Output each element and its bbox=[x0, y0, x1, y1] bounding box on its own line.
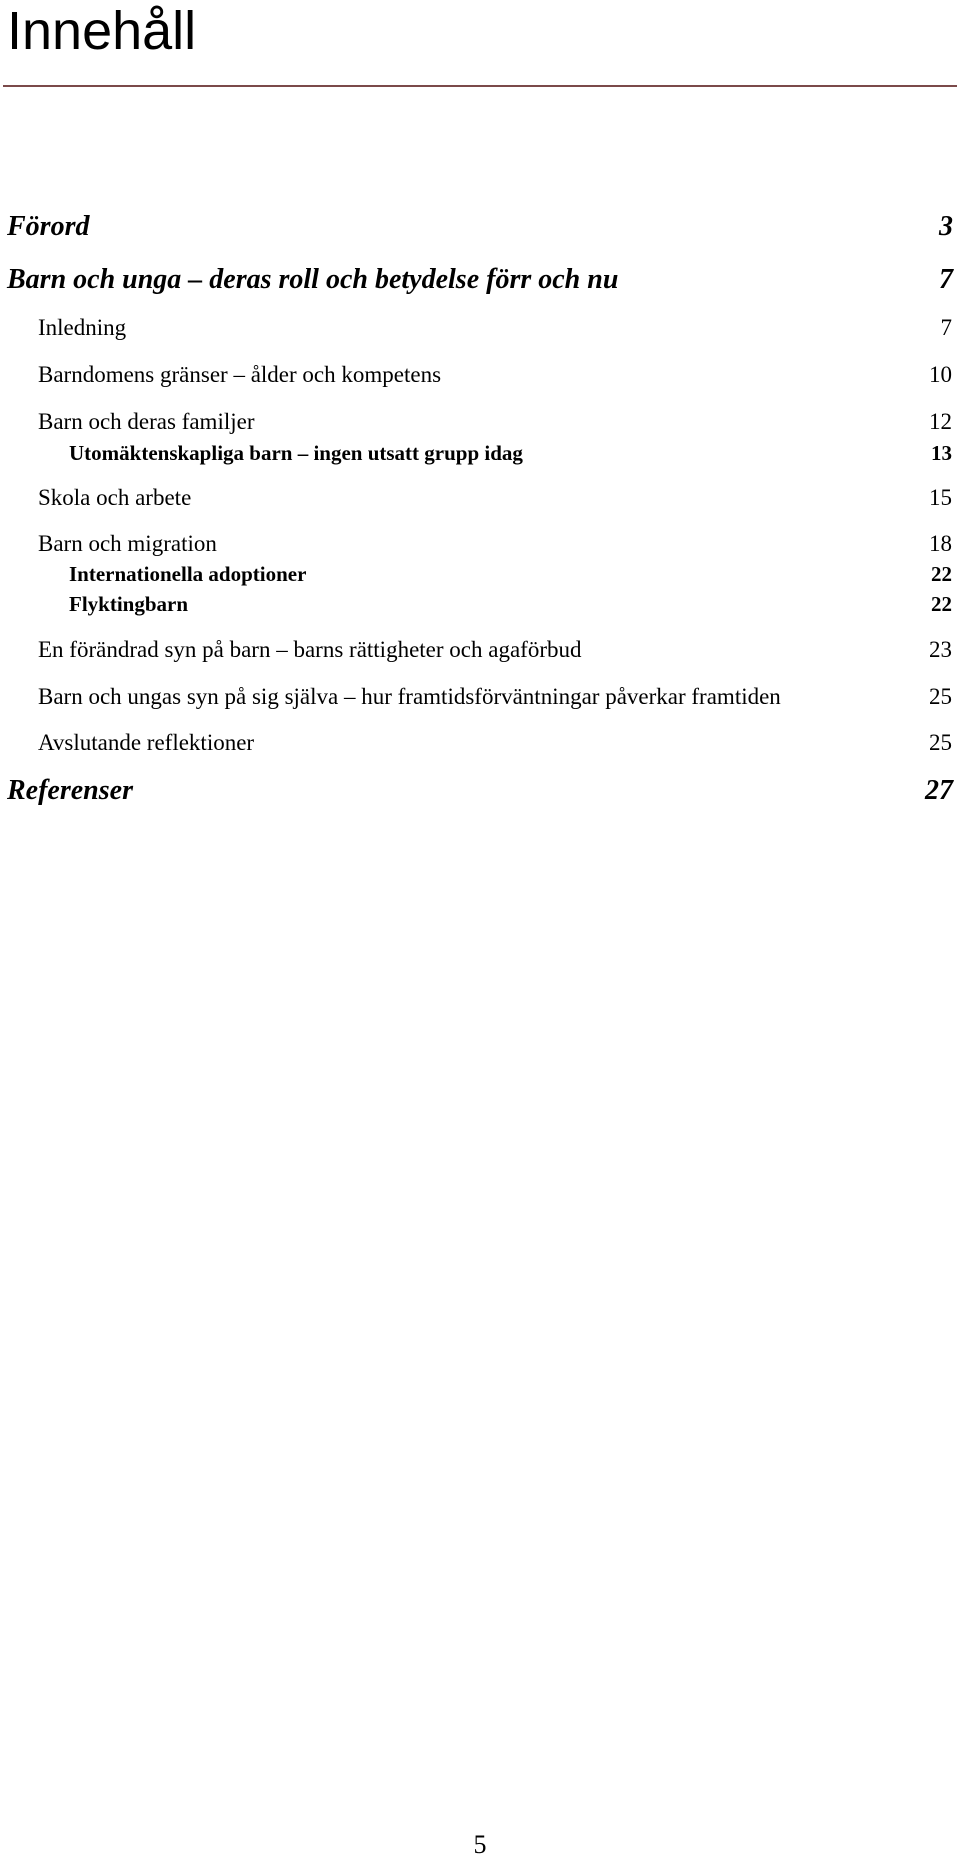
toc-entry-skola-och-arbete[interactable] bbox=[0, 484, 960, 512]
toc-entry-label: Barn och unga – deras roll och betydelse förr och nu bbox=[7, 264, 619, 295]
toc-entry-referenser[interactable] bbox=[0, 774, 960, 808]
toc-entry-label: Barn och migration bbox=[38, 531, 217, 556]
toc-entry-label: Förord bbox=[7, 211, 90, 242]
page-number: 5 bbox=[473, 1830, 487, 1859]
toc-entry-label: Flyktingbarn bbox=[69, 592, 189, 616]
toc-entry-page: 13 bbox=[931, 441, 952, 465]
toc-entry-barn-och-ungas-syn[interactable] bbox=[0, 683, 960, 711]
toc-entry-page: 18 bbox=[929, 531, 952, 556]
toc-entry-label: Barndomens gränser – ålder och kompetens bbox=[38, 362, 442, 387]
toc-entry-forandrad-syn[interactable] bbox=[0, 636, 960, 664]
toc-entry-page: 7 bbox=[940, 315, 952, 340]
toc-entry-label: Skola och arbete bbox=[38, 485, 192, 510]
toc-entry-page: 23 bbox=[929, 637, 952, 662]
toc-entry-internationella-adoptioner[interactable] bbox=[0, 561, 960, 587]
toc-entry-label: Inledning bbox=[38, 315, 127, 340]
toc-entry-label: Barn och ungas syn på sig själva – hur framtidsförväntningar påverkar framtiden bbox=[38, 684, 781, 709]
toc-entry-label: Utomäktenskapliga barn – ingen utsatt grupp idag bbox=[69, 441, 523, 465]
toc-entry-barndomens-granser[interactable] bbox=[0, 361, 960, 389]
toc-entry-page: 25 bbox=[929, 730, 952, 755]
toc-entry-page: 12 bbox=[929, 409, 952, 434]
toc-entry-label: Referenser bbox=[7, 775, 133, 806]
toc-entry-barn-och-migration[interactable] bbox=[0, 530, 960, 558]
toc-entry-page: 15 bbox=[929, 485, 952, 510]
toc-entry-label: En förändrad syn på barn – barns rättigheter och agaförbud bbox=[38, 637, 582, 662]
toc-entry-page: 10 bbox=[929, 362, 952, 387]
page-title: Innehåll bbox=[7, 1, 197, 61]
toc-entry-inledning[interactable] bbox=[0, 314, 960, 342]
toc-entry-label: Barn och deras familjer bbox=[38, 409, 255, 434]
toc-entry-page: 7 bbox=[939, 264, 953, 295]
toc-entry-barn-och-unga[interactable] bbox=[0, 263, 960, 297]
toc-entry-utomaktenskapliga-barn[interactable] bbox=[0, 440, 960, 466]
toc-entry-flyktingbarn[interactable] bbox=[0, 591, 960, 617]
toc-entry-label: Internationella adoptioner bbox=[69, 562, 307, 586]
toc-entry-page: 3 bbox=[939, 211, 953, 242]
toc-entry-page: 22 bbox=[931, 562, 952, 586]
title-divider bbox=[3, 85, 957, 87]
toc-entry-label: Avslutande reflektioner bbox=[38, 730, 255, 755]
toc-entry-page: 22 bbox=[931, 592, 952, 616]
toc-entry-page: 27 bbox=[925, 775, 953, 806]
toc-entry-avslutande-reflektioner[interactable] bbox=[0, 729, 960, 757]
toc-entry-forord[interactable] bbox=[0, 210, 960, 244]
toc-entry-barn-och-familjer[interactable] bbox=[0, 408, 960, 436]
toc-entry-page: 25 bbox=[929, 684, 952, 709]
